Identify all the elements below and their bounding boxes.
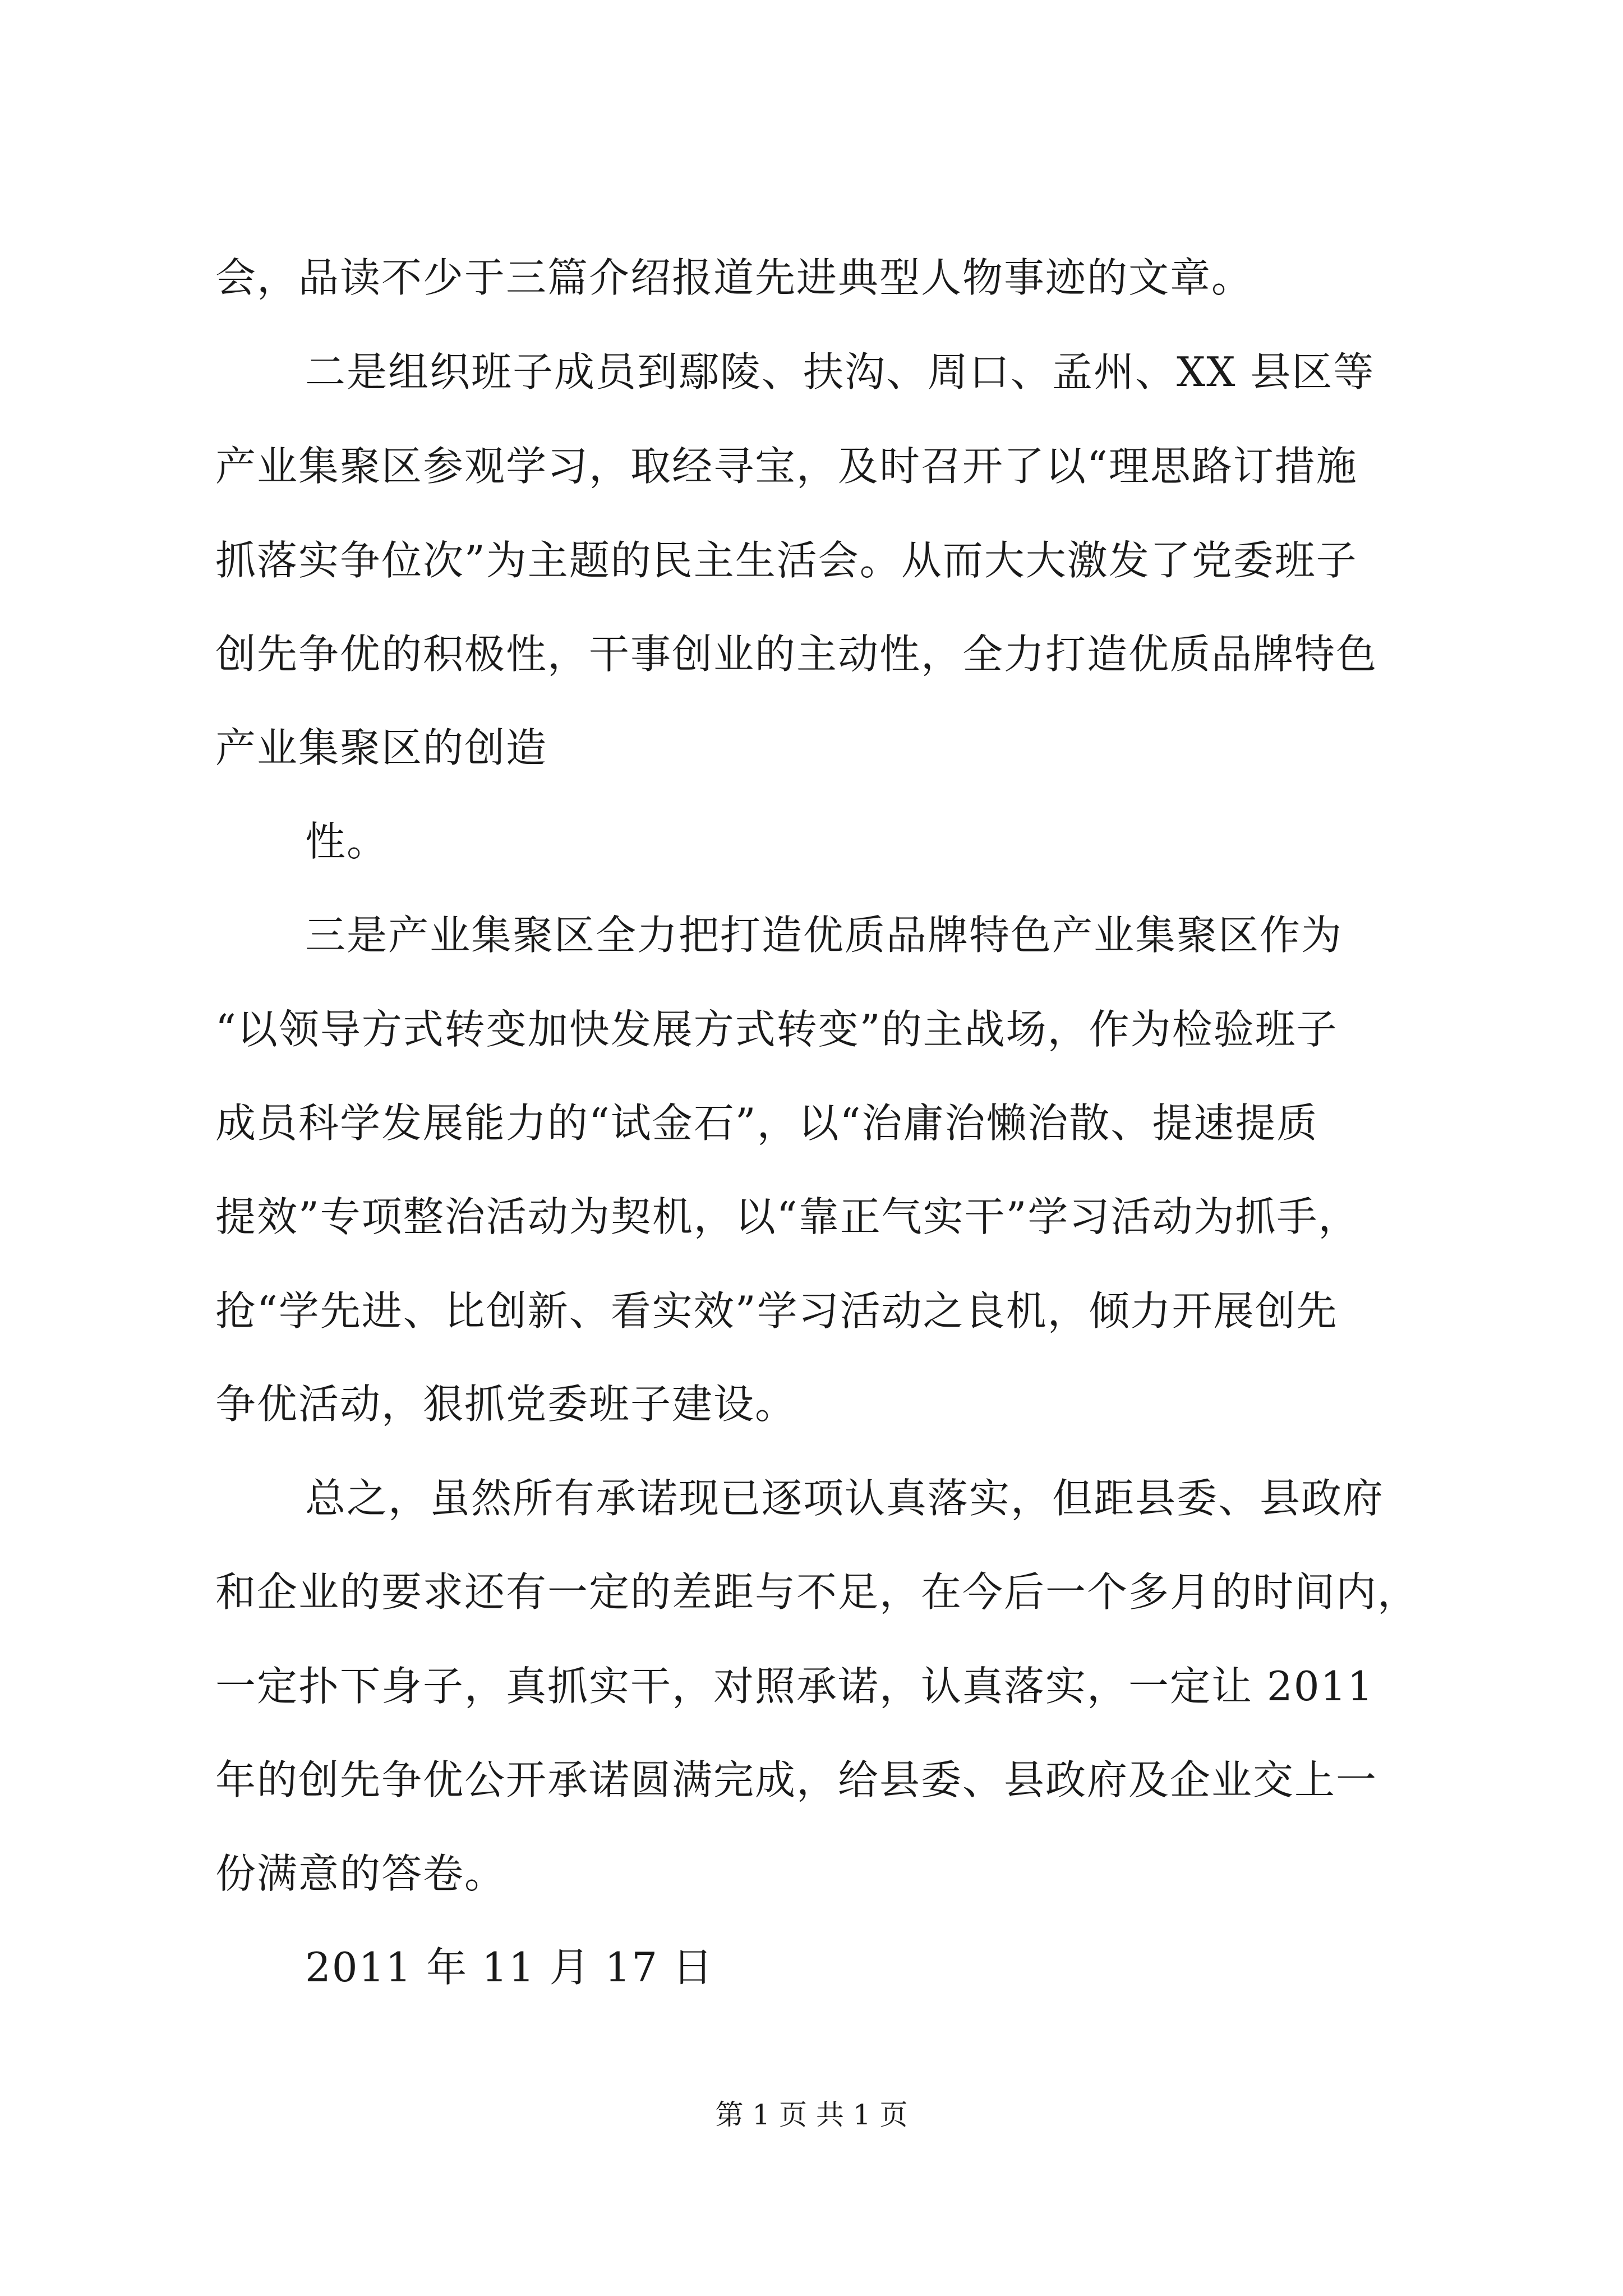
text-line: 创先争优的积极性，干事创业的主动性，全力打造优质品牌特色: [215, 631, 1378, 678]
text-line: 三是产业集聚区全力把打造优质品牌特色产业集聚区作为: [305, 912, 1343, 959]
text-line: 总之，虽然所有承诺现已逐项认真落实，但距县委、县政府: [305, 1475, 1385, 1522]
text-line: 性。: [305, 818, 389, 865]
text-line: 争优活动，狠抓党委班子建设。: [215, 1381, 797, 1428]
text-line: 份满意的答卷。: [215, 1850, 506, 1897]
text-line: 年的创先争优公开承诺圆满完成，给县委、县政府及企业交上一: [215, 1756, 1378, 1803]
text-line: 和企业的要求还有一定的差距与不足，在今后一个多月的时间内，: [215, 1568, 1419, 1616]
text-line: 抓落实争位次”为主题的民主生活会。从而大大激发了党委班子: [215, 537, 1358, 584]
date-line: 2011 年 11 月 17 日: [305, 1944, 714, 1991]
page-number-footer: 第 1 页 共 1 页: [715, 2099, 908, 2131]
text-line: 会，品读不少于三篇介绍报道先进典型人物事迹的文章。: [215, 254, 1253, 301]
text-line: 一定扑下身子，真抓实干，对照承诺，认真落实，一定让 2011: [215, 1663, 1375, 1710]
text-line: 抢“学先进、比创新、看实效”学习活动之良机，倾力开展创先: [215, 1287, 1338, 1335]
text-line: 成员科学发展能力的“试金石”，以“治庸治懒治散、提速提质: [215, 1099, 1318, 1147]
text-line: 二是组织班子成员到鄢陵、扶沟、周口、孟州、XX 县区等: [305, 348, 1375, 395]
text-line: 提效”专项整治活动为契机，以“靠正气实干”学习活动为抓手，: [215, 1193, 1360, 1240]
text-line: 产业集聚区参观学习，取经寻宝，及时召开了以“理思路订措施: [215, 443, 1358, 490]
text-line: “以领导方式转变加快发展方式转变”的主战场，作为检验班子: [215, 1006, 1338, 1053]
text-line: 产业集聚区的创造: [215, 724, 548, 771]
